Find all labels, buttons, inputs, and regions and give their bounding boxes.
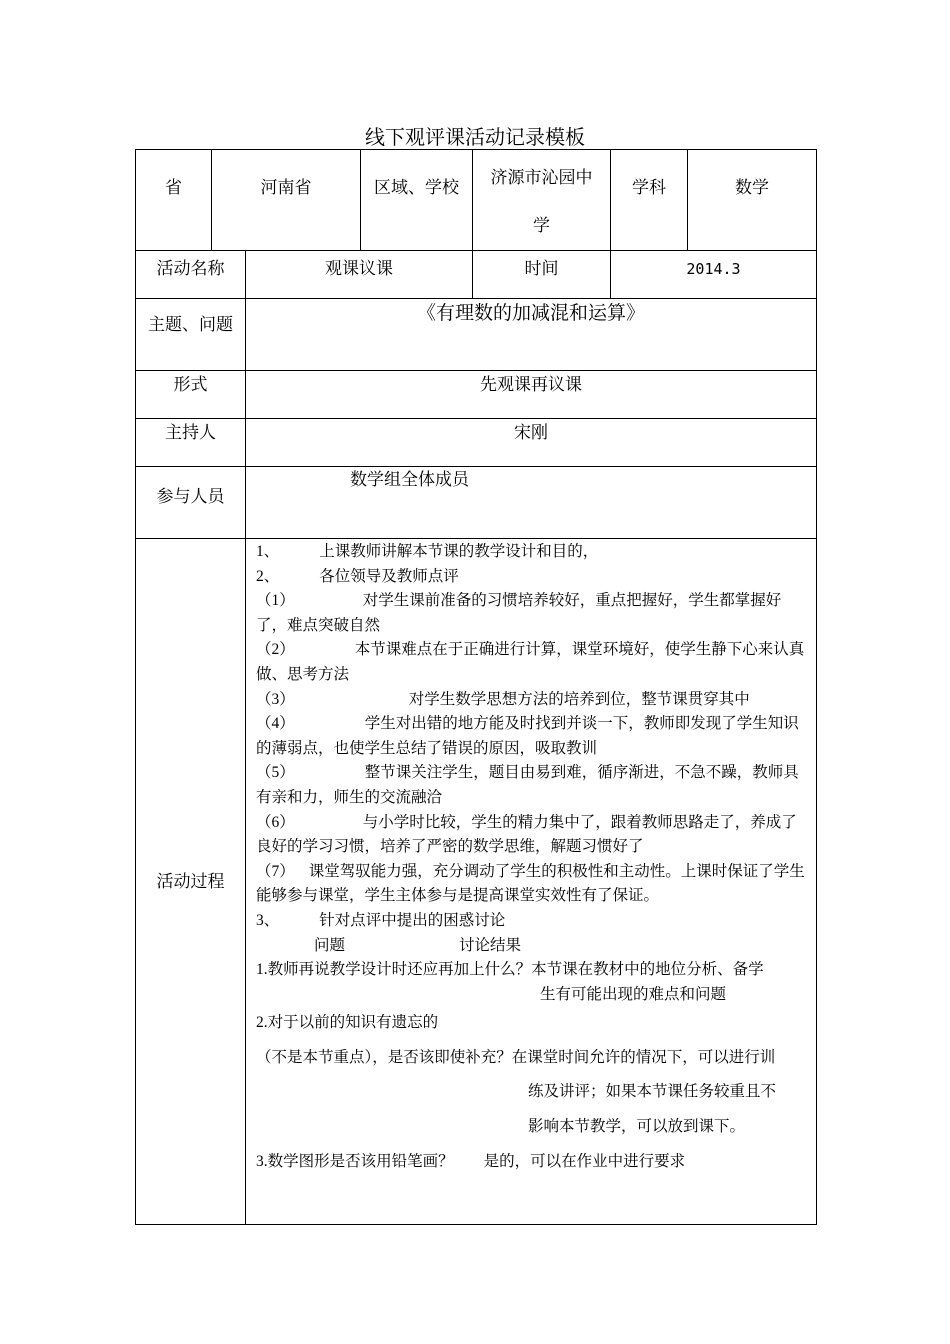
province-label: 省 xyxy=(165,178,182,198)
discussion-header xyxy=(256,934,808,959)
participants-value-cell xyxy=(246,467,817,539)
question-2: 2.对于以前的知识有遗忘的 xyxy=(256,1014,439,1032)
school-value-line1: 济源市沁园中 xyxy=(490,168,593,188)
topic-label-cell xyxy=(136,299,246,371)
host-value: 宋刚 xyxy=(514,423,548,443)
process-label: 活动过程 xyxy=(156,871,225,892)
comment-4: （4） 学生对出错的地方能及时找到并谈一下，教师即发现了学生知识的薄弱点，也使学生总结了错误的原因，吸取教训 xyxy=(256,715,799,757)
province-value-cell xyxy=(212,150,361,251)
time-label-cell xyxy=(473,251,611,299)
row-host xyxy=(136,419,817,467)
comment-5: （5） 整节课关注学生，题目由易到难，循序渐进，不急不躁，教师具有亲和力，师生的交流融洽 xyxy=(256,764,799,806)
question-3-result: 是的，可以在作业中进行要求 xyxy=(483,1152,686,1170)
host-label-cell xyxy=(136,419,246,467)
school-value xyxy=(473,150,610,250)
subject-label-cell xyxy=(611,150,688,251)
activity-name-value-cell xyxy=(246,251,473,299)
comment-6: （6） 与小学时比较，学生的精力集中了，跟着教师思路走了，养成了良好的学习习惯，培养了严密的数学思维，解题习惯好了 xyxy=(256,813,797,856)
question-1-result: 生有可能出现的难点和问题 xyxy=(540,985,727,1003)
region-label-cell xyxy=(361,150,473,251)
row-process xyxy=(136,539,817,1225)
process-item-2: 2、 各位领导及教师点评 xyxy=(256,567,459,585)
participants-label-cell xyxy=(136,467,246,539)
process-item-3: 3、 针对点评中提出的困惑讨论 xyxy=(256,911,506,929)
form-label: 形式 xyxy=(173,375,208,395)
comment-1: （1） 对学生课前准备的习惯培养较好，重点把握好，学生都掌握好了，难点突破自然 xyxy=(256,592,782,634)
host-value-cell xyxy=(246,419,817,467)
subject-value: 数学 xyxy=(735,178,769,198)
document-title: 线下观评课活动记录模板 xyxy=(365,125,585,149)
form-value: 先观课再议课 xyxy=(480,375,582,395)
question-2-line4: 影响本节教学，可以放到课下。 xyxy=(528,1118,746,1136)
col-question: 问题 xyxy=(314,936,346,954)
participants-value: 数学组全体成员 xyxy=(350,470,469,490)
row-form xyxy=(136,371,817,419)
activity-name-value: 观课议课 xyxy=(325,259,393,279)
subject-value-cell xyxy=(688,150,817,251)
process-content xyxy=(246,539,816,1174)
host-label: 主持人 xyxy=(165,423,216,443)
comment-2: （2） 本节课难点在于正确进行计算，课堂环境好，使学生静下心来认真做、思考方法 xyxy=(256,641,805,683)
col-result: 讨论结果 xyxy=(459,936,522,954)
topic-value-cell xyxy=(246,299,817,371)
topic-value: 《有理数的加减混和运算》 xyxy=(416,303,645,324)
row-basic-info xyxy=(136,150,817,251)
time-label: 时间 xyxy=(524,259,559,279)
form-label-cell xyxy=(136,371,246,419)
topic-label: 主题、问题 xyxy=(148,315,233,335)
process-label-cell xyxy=(136,539,246,1225)
comment-3: （3） 对学生数学思想方法的培养到位，整节课贯穿其中 xyxy=(256,690,750,708)
province-value: 河南省 xyxy=(260,178,312,198)
province-label-cell xyxy=(136,150,212,251)
process-content-cell xyxy=(246,539,817,1225)
process-item-1: 1、 上课教师讲解本节课的教学设计和目的， xyxy=(256,543,599,560)
school-value-cell xyxy=(473,150,611,251)
record-table xyxy=(135,149,817,1225)
school-value-line2: 学 xyxy=(533,216,550,236)
row-topic xyxy=(136,299,817,371)
participants-label: 参与人员 xyxy=(156,487,225,507)
question-2-line3: 练及讲评；如果本节课任务较重且不 xyxy=(528,1083,777,1101)
activity-name-label-cell xyxy=(136,251,246,299)
row-activity-name xyxy=(136,251,817,299)
question-3: 3.数学图形是否该用铅笔画？ 是的，可以在作业中进行要求 xyxy=(256,1152,686,1170)
region-label: 区域、学校 xyxy=(374,178,459,198)
time-value-cell xyxy=(611,251,817,299)
question-1: 1.教师再说教学设计时还应再加上什么？本节课在教材中的地位分析、备学 xyxy=(256,961,764,979)
form-value-cell xyxy=(246,371,817,419)
comment-7: （7） 课堂驾驭能力强，充分调动了学生的积极性和主动性。上课时保证了学生能够参与课堂，学生主体参与是提高课堂实效性有了保证。 xyxy=(256,862,805,905)
row-participants xyxy=(136,467,817,539)
activity-name-label: 活动名称 xyxy=(156,259,225,279)
time-value: 2014.3 xyxy=(686,260,741,278)
question-2-line2: （不是本节重点），是否该即使补充？在课堂时间允许的情况下，可以进行训 xyxy=(256,1048,776,1066)
subject-label: 学科 xyxy=(632,178,666,198)
